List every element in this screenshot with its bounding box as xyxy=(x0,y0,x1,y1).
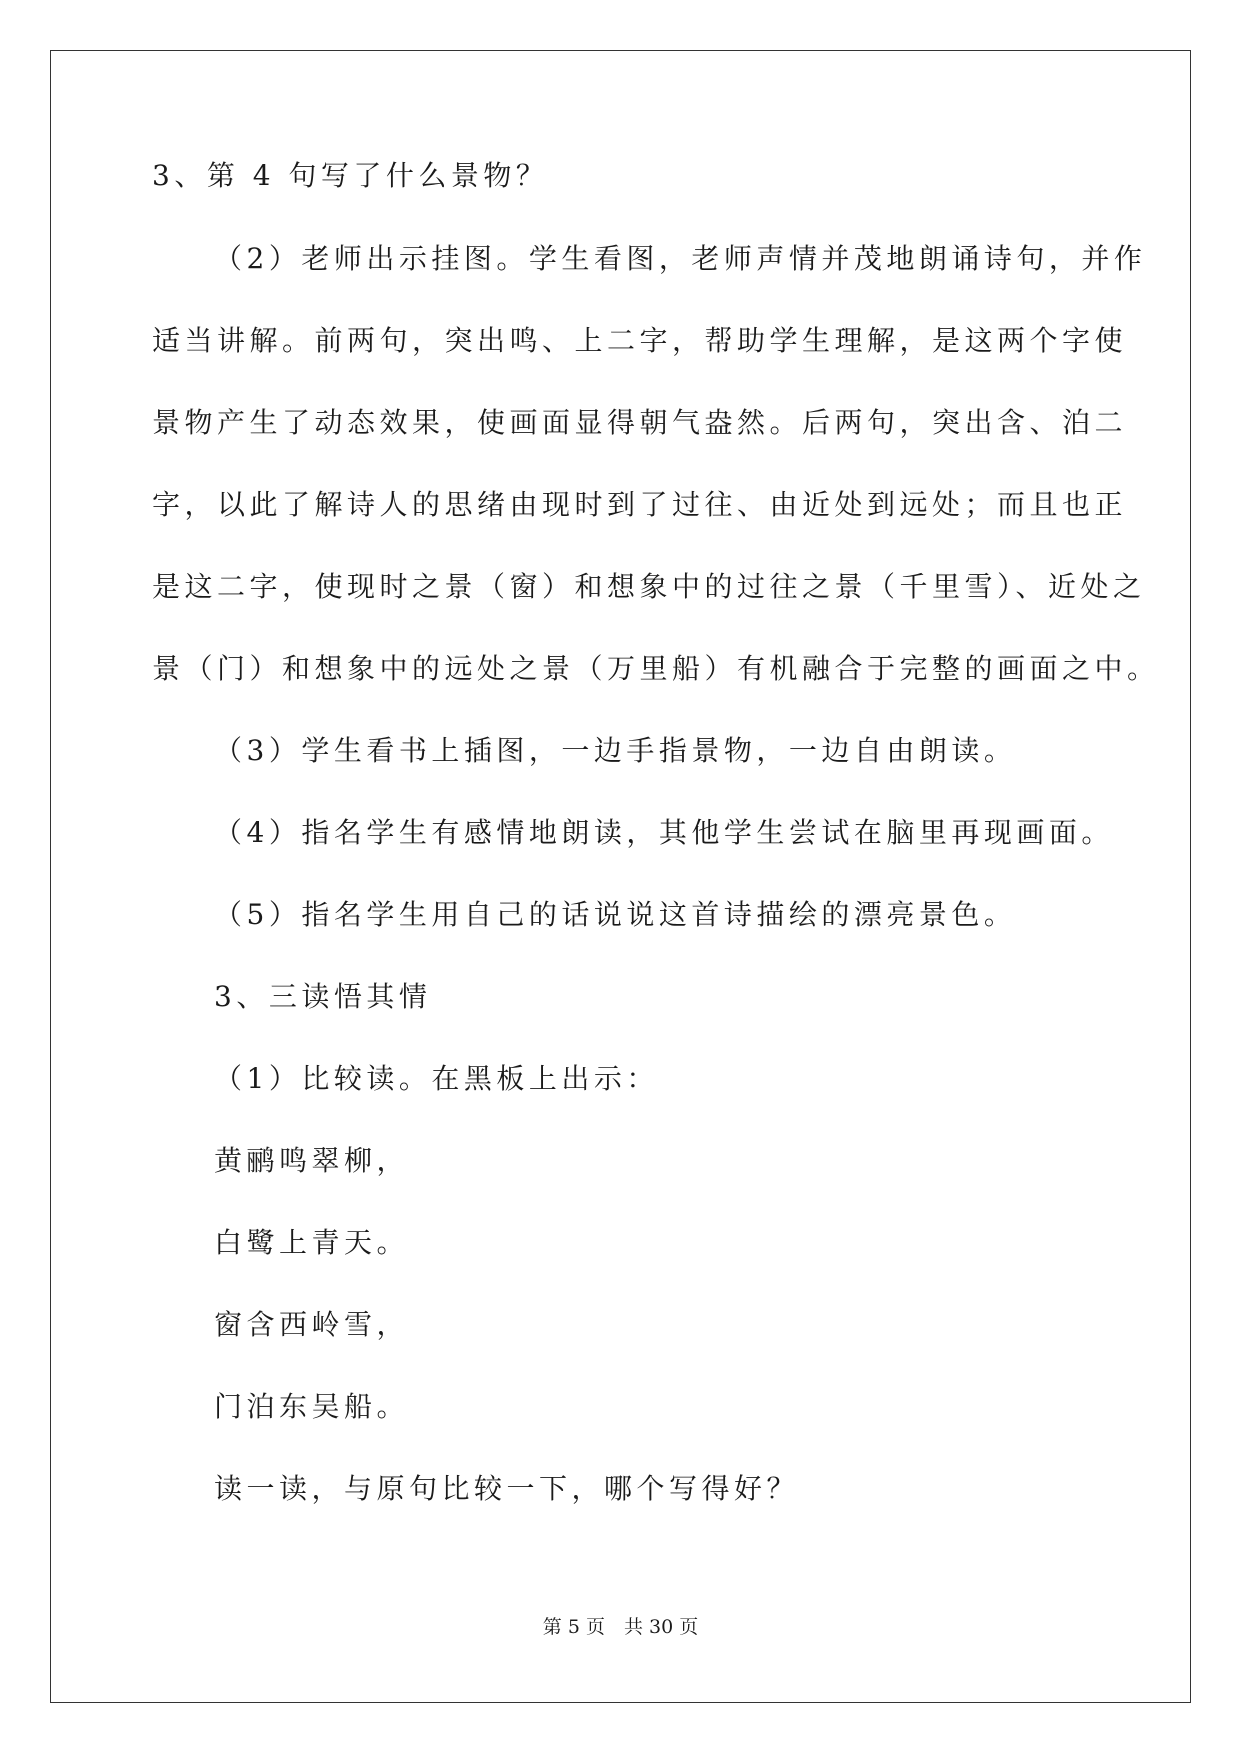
text-line: 3、第 4 句写了什么景物？ xyxy=(152,159,549,192)
poem-line: 门泊东吴船。 xyxy=(214,1390,410,1423)
text-line: （2）老师出示挂图。学生看图，老师声情并茂地朗诵诗句，并作 xyxy=(214,242,1147,275)
text-line: 是这二字，使现时之景（窗）和想象中的过往之景（千里雪）、近处之 xyxy=(152,570,1146,603)
text-line: （4）指名学生有感情地朗读，其他学生尝试在脑里再现画面。 xyxy=(214,816,1114,849)
text-line: 字，以此了解诗人的思绪由现时到了过往、由近处到远处；而且也正 xyxy=(152,488,1128,521)
poem-line: 白鹭上青天。 xyxy=(214,1226,410,1259)
text-line: （3）学生看书上插图，一边手指景物，一边自由朗读。 xyxy=(214,734,1017,767)
text-line: 景物产生了动态效果，使画面显得朝气盎然。后两句，突出含、泊二 xyxy=(152,406,1128,439)
text-line: （1）比较读。在黑板上出示： xyxy=(214,1062,659,1095)
poem-line: 黄鹂鸣翠柳， xyxy=(214,1144,410,1177)
text-line: 读一读，与原句比较一下，哪个写得好？ xyxy=(214,1472,800,1505)
page-border xyxy=(50,50,1191,1703)
text-line: 适当讲解。前两句，突出鸣、上二字，帮助学生理解，是这两个字使 xyxy=(152,324,1128,357)
page-number-footer: 第 5 页 共 30 页 xyxy=(542,1616,699,1638)
poem-line: 窗含西岭雪， xyxy=(214,1308,410,1341)
text-line: 景（门）和想象中的远处之景（万里船）有机融合于完整的画面之中。 xyxy=(152,652,1160,685)
text-line: （5）指名学生用自己的话说说这首诗描绘的漂亮景色。 xyxy=(214,898,1017,931)
section-heading: 3、三读悟其情 xyxy=(214,980,432,1013)
